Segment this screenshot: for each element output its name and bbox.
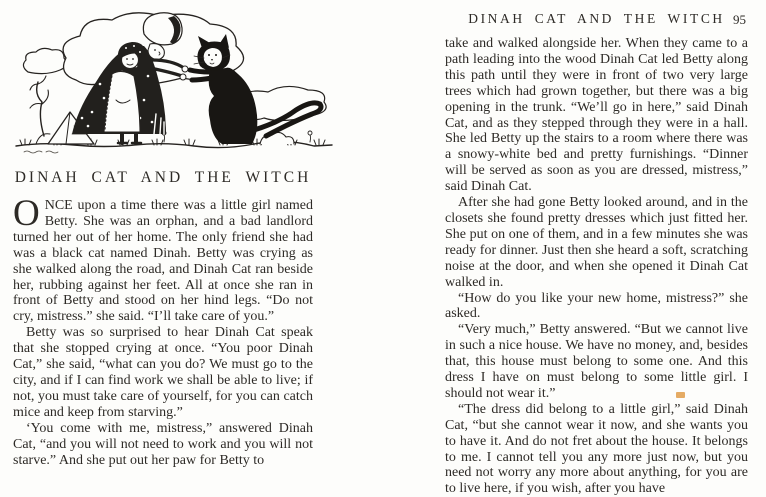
cloud-left [23,48,66,73]
drop-cap: O [13,193,40,234]
paragraph [13,193,313,325]
scan-artifact [676,392,685,398]
running-header [445,11,748,29]
right-page [383,0,766,497]
paragraph: “How do you like your new home, mistress?” she asked. [445,290,748,322]
witch-and-cat-illustration [13,8,335,156]
paragraph: After she had gone Betty looked around, and in the closets she found pretty dresses which just fitted her. She put on one of them, and in a few minutes she was ready for dinner. Just then she heard a soft, scratching noise at the door, and when she opened it Dinah Cat walked in. [445,195,748,290]
sapling [30,76,48,136]
witch-legs [122,134,136,143]
chapter-title: DINAH CAT AND THE WITCH [14,169,312,186]
running-header-title: DINAH CAT AND THE WITCH [468,11,725,26]
paragraph: “The dress did belong to a little girl,” said Dinah Cat, “but she cannot wear it now, and she wants you to have it. And do not fret about the house. It belongs to me. I cannot tell you any more just now, but you need not worry any more about anything, for you are to live here, if you wish, after you have [445,401,748,497]
paragraph: ‘You come with me, mistress,” answered Dinah Cat, “and you will not need to work and you will not starve.” And she put out her paw for Betty to [13,420,313,468]
illustration-svg [13,8,335,156]
page-number: 95 [733,12,746,27]
paragraph-text: NCE upon a time there was a little girl named Betty. She was an orphan, and a bad landlord turned her out of her home. The only friend she had was a black cat named Dinah. Betty was crying as she walked along the road, and Dinah Cat ran beside her, rubbing against her feet. All at once she ran in front of Betty and stood on her hind legs. “Do not cry, mistress.” she said. “I’ll take care of you.” [13,198,313,325]
right-page-text [445,36,748,497]
left-page-text [13,193,313,468]
paragraph: take and walked alongside her. When they came to a path leading into the wood Dinah Cat led Betty along this path until they were in front of two very large trees which had grown together, but there was a big opening in the trunk. “We’ll go in here,” said Dinah Cat, and as they stepped through they were in a hall. She led Betty up the stairs to a room where there was a snowy-white bed and pretty furnishings. “Dinner will be served as soon as you are dressed, mistress,” said Dinah Cat. [445,36,748,195]
artist-signature-squiggle [24,151,58,153]
paragraph: Betty was so surprised to hear Dinah Cat speak that she stopped crying at once. “You poor Dinah Cat,” she said, “what can you do? We must go to the city, and if I can find work we shall be able to live; if not, you must take care of yourself, for you can catch mice and keep from starving.” [13,325,313,420]
paragraph: “Very much,” Betty answered. “But we cannot live in such a nice house. We have no money, and, besides that, this house must belong to some one. And this dress I have on must belong to some little girl. I should not wear it.” [445,322,748,401]
